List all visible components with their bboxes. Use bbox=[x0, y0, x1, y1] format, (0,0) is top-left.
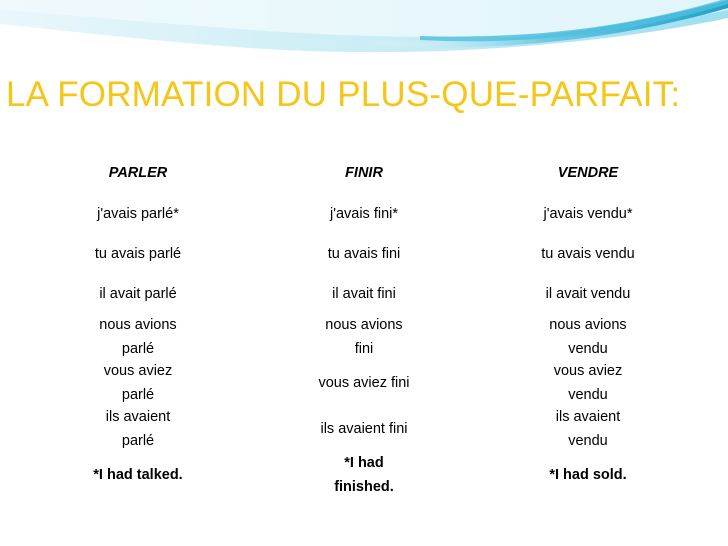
table-cell: j'avais fini* bbox=[329, 206, 399, 222]
table-cell: ils avaient fini bbox=[320, 421, 408, 437]
table-cell: fini bbox=[354, 341, 374, 357]
column-header-finir: FINIR bbox=[345, 165, 383, 181]
header-wave-decoration bbox=[0, 0, 728, 52]
translation-note-parler: *I had talked. bbox=[93, 467, 183, 483]
slide-title: LA FORMATION DU PLUS-QUE-PARFAIT: bbox=[6, 75, 681, 114]
table-cell: ils avaient bbox=[105, 409, 171, 425]
table-cell: vendu bbox=[568, 433, 608, 449]
column-header-vendre: VENDRE bbox=[557, 165, 619, 181]
translation-note-finir: *I had bbox=[344, 455, 384, 471]
table-cell: il avait fini bbox=[332, 286, 396, 302]
table-cell: parlé bbox=[121, 433, 155, 449]
translation-note-finir: finished. bbox=[334, 479, 394, 495]
table-cell: parlé bbox=[121, 341, 155, 357]
table-cell: nous avions bbox=[99, 317, 177, 333]
table-cell: parlé bbox=[121, 387, 155, 403]
table-cell: tu avais parlé bbox=[94, 246, 182, 262]
table-cell: nous avions bbox=[549, 317, 627, 333]
table-cell: nous avions bbox=[325, 317, 403, 333]
table-cell: tu avais vendu bbox=[541, 246, 635, 262]
table-cell: j'avais vendu* bbox=[543, 206, 633, 222]
table-cell: vous aviez bbox=[553, 363, 623, 379]
translation-note-vendre: *I had sold. bbox=[549, 467, 627, 483]
table-cell: vous aviez bbox=[103, 363, 173, 379]
table-cell: il avait vendu bbox=[545, 286, 631, 302]
table-cell: vous aviez fini bbox=[318, 375, 410, 391]
table-cell: vendu bbox=[568, 387, 608, 403]
table-cell: ils avaient bbox=[555, 409, 621, 425]
table-cell: il avait parlé bbox=[99, 286, 177, 302]
table-cell: vendu bbox=[568, 341, 608, 357]
table-cell: j'avais parlé* bbox=[97, 206, 179, 222]
column-header-parler: PARLER bbox=[108, 165, 168, 181]
table-cell: tu avais fini bbox=[327, 246, 401, 262]
